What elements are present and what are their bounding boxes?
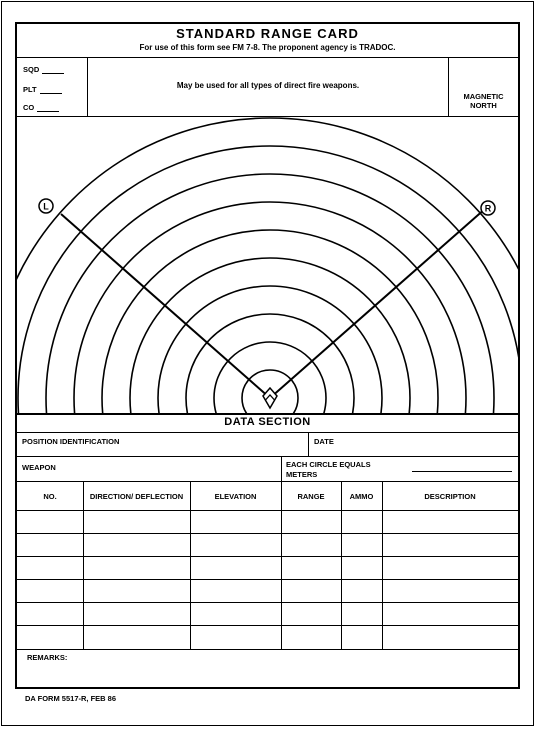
column-header: DESCRIPTION <box>424 491 476 501</box>
table-row[interactable] <box>17 625 518 648</box>
divider <box>17 649 518 650</box>
divider <box>17 579 518 580</box>
magnetic-north-line2: NORTH <box>470 101 497 110</box>
remarks-label: REMARKS: <box>27 653 68 662</box>
divider <box>17 481 518 482</box>
divider <box>308 432 309 456</box>
weapon-label: WEAPON <box>22 463 56 472</box>
form-subtitle: For use of this form see FM 7-8. The proponent agency is TRADOC. <box>139 43 396 52</box>
position-identification-label: POSITION IDENTIFICATION <box>22 437 120 446</box>
circle-equals-line2: METERS <box>286 470 318 479</box>
divider <box>17 456 518 457</box>
data-section-heading: DATA SECTION <box>224 416 311 428</box>
table-row[interactable] <box>17 556 518 579</box>
column-header: RANGE <box>297 491 325 501</box>
right-limit-marker-label: R <box>484 203 492 214</box>
table-row[interactable] <box>17 510 518 533</box>
divider <box>17 413 518 415</box>
weapon-position-icon <box>263 388 277 408</box>
circle-equals-label <box>286 460 371 480</box>
left-sector-limit <box>61 214 270 398</box>
sqd-label: SQD <box>23 65 40 74</box>
co-label: CO <box>23 103 35 112</box>
form-title: STANDARD RANGE CARD <box>176 26 359 41</box>
table-row[interactable] <box>17 533 518 556</box>
divider <box>17 533 518 534</box>
column-header: AMMO <box>349 491 374 501</box>
form-number: DA FORM 5517-R, FEB 86 <box>25 694 116 703</box>
date-label: DATE <box>314 437 334 446</box>
table-row[interactable] <box>17 579 518 602</box>
meters-input-line[interactable] <box>412 471 512 472</box>
divider <box>17 556 518 557</box>
circle-equals-line1: EACH CIRCLE EQUALS <box>286 460 371 469</box>
column-header: ELEVATION <box>214 491 257 501</box>
plt-label: PLT <box>23 85 37 94</box>
divider <box>17 625 518 626</box>
table-row[interactable] <box>17 602 518 625</box>
divider <box>281 456 282 481</box>
column-header: NO. <box>43 491 57 501</box>
column-header: DIRECTION/ DEFLECTION <box>89 491 184 501</box>
divider <box>17 602 518 603</box>
magnetic-north-line1: MAGNETIC <box>463 92 504 101</box>
range-card-form <box>15 22 520 689</box>
divider <box>17 432 518 433</box>
usage-note: May be used for all types of direct fire weapons. <box>176 81 360 90</box>
left-limit-marker-label: L <box>43 201 49 212</box>
